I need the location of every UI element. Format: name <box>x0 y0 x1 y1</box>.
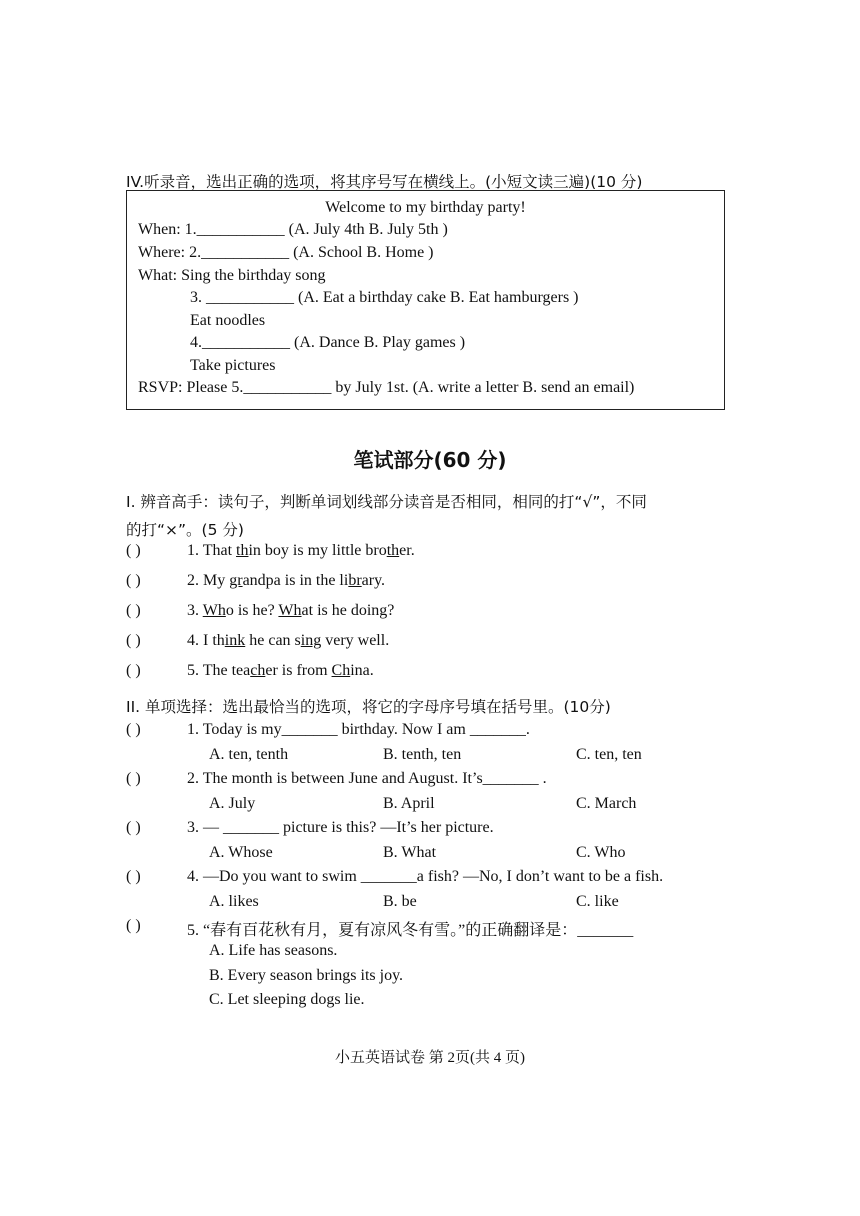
invitation-rsvp: RSVP: Please 5.___________ by July 1st. (A. write a letter B. send an email) <box>138 379 635 396</box>
invitation-title: Welcome to my birthday party! <box>325 199 526 216</box>
phonics-question-2: 2. My grandpa is in the library. <box>187 572 386 589</box>
choice-option: B. What <box>383 844 437 861</box>
phonics-question-4: 4. I think he can sing very well. <box>187 632 390 649</box>
choice-option: C. like <box>576 893 619 910</box>
choice-question-2-stem: 2. The month is between June and August. It’s_______ . <box>187 770 547 787</box>
invitation-box <box>126 190 725 410</box>
choice-option: C. Who <box>576 844 626 861</box>
choice-option: B. April <box>383 795 435 812</box>
answer-paren: ( ) <box>126 632 141 649</box>
choice-question-5-stem: 5. “春有百花秋有月，夏有凉风冬有雪。”的正确翻译是：_______ <box>187 922 634 939</box>
listening-heading: IV.听录音，选出正确的选项，将其序号写在横线上。(小短文读三遍)(10 分) <box>126 173 643 191</box>
choice-option: A. Life has seasons. <box>209 942 338 959</box>
invitation-pictures: Take pictures <box>190 357 276 374</box>
phonics-heading-line2: 的打“×”。(5 分) <box>126 521 244 539</box>
invitation-where: Where: 2.___________ (A. School B. Home ) <box>138 244 434 261</box>
invitation-when: When: 1.___________ (A. July 4th B. July 5th ) <box>138 221 448 238</box>
invitation-what: What: Sing the birthday song <box>138 267 326 284</box>
answer-paren: ( ) <box>126 868 141 885</box>
answer-paren: ( ) <box>126 721 141 738</box>
choice-question-3-stem: 3. — _______ picture is this? —It’s her picture. <box>187 819 494 836</box>
choice-question-4-stem: 4. —Do you want to swim _______a fish? —No, I don’t want to be a fish. <box>187 868 664 885</box>
choice-question-1-stem: 1. Today is my_______ birthday. Now I am _______. <box>187 721 530 738</box>
choice-option: A. July <box>209 795 256 812</box>
written-part-title: 笔试部分(60 分) <box>353 448 507 472</box>
answer-paren: ( ) <box>126 542 141 559</box>
phonics-question-3: 3. Who is he? What is he doing? <box>187 602 395 619</box>
answer-paren: ( ) <box>126 602 141 619</box>
invitation-noodles: Eat noodles <box>190 312 266 329</box>
answer-paren: ( ) <box>126 917 141 934</box>
choice-option: B. tenth, ten <box>383 746 462 763</box>
choice-heading: II. 单项选择：选出最恰当的选项，将它的字母序号填在括号里。(10分) <box>126 698 611 716</box>
answer-paren: ( ) <box>126 770 141 787</box>
choice-option: B. be <box>383 893 417 910</box>
choice-option: A. likes <box>209 893 259 910</box>
phonics-question-1: 1. That thin boy is my little brother. <box>187 542 415 559</box>
choice-option: A. ten, tenth <box>209 746 289 763</box>
choice-option: C. March <box>576 795 637 812</box>
invitation-item3: 3. ___________ (A. Eat a birthday cake B. Eat hamburgers ) <box>190 289 579 306</box>
choice-option: C. Let sleeping dogs lie. <box>209 991 365 1008</box>
phonics-heading-line1: I. 辨音高手：读句子，判断单词划线部分读音是否相同，相同的打“√”，不同 <box>126 493 647 511</box>
answer-paren: ( ) <box>126 572 141 589</box>
phonics-question-5: 5. The teacher is from China. <box>187 662 374 679</box>
answer-paren: ( ) <box>126 819 141 836</box>
choice-option: C. ten, ten <box>576 746 642 763</box>
choice-option: A. Whose <box>209 844 273 861</box>
choice-option: B. Every season brings its joy. <box>209 967 404 984</box>
invitation-item4: 4.___________ (A. Dance B. Play games ) <box>190 334 466 351</box>
page-footer: 小五英语试卷 第 2页(共 4 页) <box>335 1050 525 1066</box>
answer-paren: ( ) <box>126 662 141 679</box>
